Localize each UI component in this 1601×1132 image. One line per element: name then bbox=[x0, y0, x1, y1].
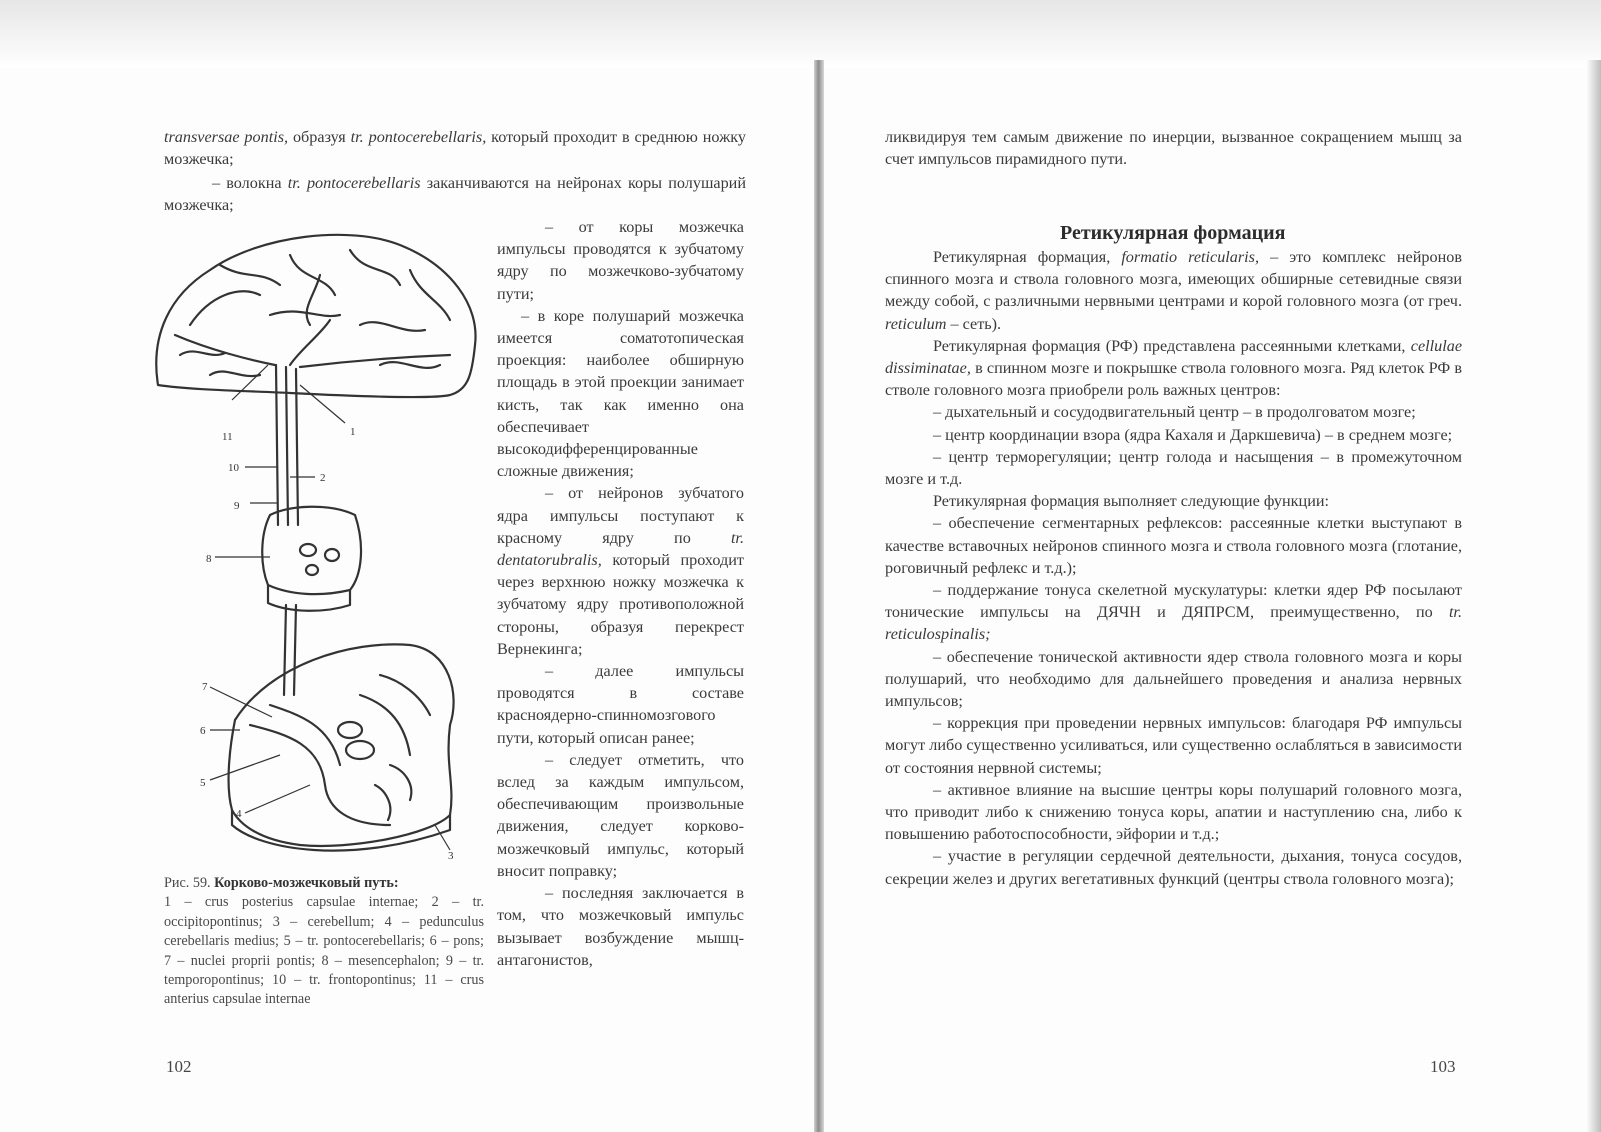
latin-term: tr. reticulospinalis; bbox=[885, 603, 1462, 644]
column-paragraph: – последняя заключается в том, что мозжечковый импульс вызывает возбуждение мышц-антагонистов, bbox=[497, 884, 744, 969]
figure-label: 10 bbox=[228, 462, 239, 474]
figure-caption: Рис. 59. Корково-мозжечковый путь: 1 – crus posterius capsulae internae; 2 – tr. occipitopontinus; 3 – cerebellum; 4 – pedunculus cerebellaris medius; 5 – tr. pontocerebellaris; 6 – pons; 7 – nuclei proprii pontis; 8 – mesencephalon; 9 – tr. temporopontinus; 10 – tr. frontopontinus; 11 – crus anterius capsulae internae bbox=[164, 875, 484, 1008]
column-paragraph: – от нейронов зубчатого ядра импульсы поступают к красному ядру по tr. dentatorubralis, который проходит через верхнюю ножку мозжечка к зубчатому ядру противоположной стороны, образуя перекрест Вернекинга; bbox=[497, 484, 744, 658]
list-item: – обеспечение сегментарных рефлексов: рассеянные клетки выступают в качестве вставочных нейронов спинного мозга и ствола головного мозга (глотание, роговичный рефлекс и т.д.); bbox=[885, 514, 1462, 577]
figure-label: 9 bbox=[234, 500, 240, 512]
latin-term: tr. pontocerebellaris bbox=[287, 174, 421, 192]
list-item: – активное влияние на высшие центры коры полушарий головного мозга, что приводит либо к снижению тонуса коры, апатии и наступлению сна, либо к повышению работоспособности, эйфории и т.д.; bbox=[885, 780, 1462, 844]
latin-term: cellulae dissiminatae, bbox=[885, 336, 1462, 378]
figure-label: 11 bbox=[222, 431, 233, 443]
figure-cortico-cerebellar-pathway bbox=[150, 225, 490, 875]
figure-label: 1 bbox=[350, 426, 356, 438]
pons-cerebellum bbox=[229, 644, 454, 846]
page-edge-shadow bbox=[1586, 60, 1601, 1132]
figure-label: 3 bbox=[448, 850, 454, 862]
list-item: – центр координации взора (ядра Кахаля и Даркшевича) – в среднем мозге; bbox=[933, 425, 1453, 444]
body-paragraph: Ретикулярная формация (РФ) представлена рассеянными клетками, cellulae dissiminatae, в спинном мозге и покрышке ствола головного мозга. Ряд клеток РФ в стволе головного мозга приобрели роль важных центров: bbox=[885, 336, 1462, 400]
figure-label: 8 bbox=[206, 553, 212, 565]
list-item: – центр терморегуляции; центр голода и насыщения – в промежуточном мозге и т.д. bbox=[885, 447, 1462, 489]
list-item: – поддержание тонуса скелетной мускулатуры: клетки ядер РФ посылают тонические импульсы на ДЯЧН и ДЯПРСМ, преимущественно, по tr. reticulospinalis; bbox=[885, 581, 1462, 644]
scan-top-shadow bbox=[0, 0, 1601, 70]
brain-outline bbox=[156, 235, 475, 397]
column-paragraph: – в коре полушарий мозжечка имеется соматотопическая проекция: наиболее обширную площадь в этой проекции занимает кисть, так как именно она обеспечивает высокодифференцированные сложные движения; bbox=[497, 306, 744, 481]
book-spine bbox=[814, 60, 824, 1132]
column-paragraph: – далее импульсы проводятся в составе красноядерно-спинномозгового пути, который описан ранее; bbox=[497, 662, 744, 747]
column-paragraph: – следует отметить, что вслед за каждым импульсом, обеспечивающим произвольные движения, следует корково-мозжечковый импульс, который вносит поправку; bbox=[497, 750, 744, 880]
body-paragraph: Ретикулярная формация, formatio reticularis, – это комплекс нейронов спинного мозга и ствола головного мозга, имеющих обширные сетевидные связи между собой, с различными нервными центрами и корой головного мозга (от греч. reticulum – сеть). bbox=[885, 248, 1462, 333]
latin-term: formatio reticularis, bbox=[1121, 248, 1260, 266]
latin-term: transversae pontis, bbox=[164, 128, 289, 146]
left-text-column bbox=[497, 216, 744, 971]
list-item: – участие в регуляции сердечной деятельности, дыхания, тонуса сосудов, секреции желез и других вегетативных функций (центры ствола головного мозга); bbox=[885, 847, 1462, 888]
figure-label: 7 bbox=[202, 681, 208, 693]
right-body bbox=[885, 246, 1462, 890]
section-heading: Ретикулярная формация bbox=[1060, 222, 1286, 244]
figure-label: 4 bbox=[236, 808, 242, 820]
caption-title: Корково-мозжечковый путь: bbox=[214, 875, 399, 891]
latin-term: reticulum bbox=[885, 314, 947, 333]
figure-label: 5 bbox=[200, 777, 206, 789]
caption-legend: 1 – crus posterius capsulae internae; 2 – tr. occipitopontinus; 3 – cerebellum; 4 – pedunculus cerebellaris medius; 5 – tr. pontocerebellaris; 6 – pons; 7 – nuclei proprii pontis; 8 – mesencephalon; 9 – tr. temporopontinus; 10 – tr. frontopontinus; 11 – crus anterius capsulae internae bbox=[164, 894, 484, 1008]
latin-term: tr. pontocerebellaris, bbox=[350, 128, 487, 146]
list-item: – коррекция при проведении нервных импульсов: благодаря РФ импульсы могут либо существенно усиливаться, или существенно ослабляться в зависимости от состояния нервной системы; bbox=[885, 714, 1462, 777]
page-number-left: 102 bbox=[166, 1057, 192, 1076]
page-number-right: 103 bbox=[1430, 1057, 1456, 1076]
right-top-paragraph: ликвидируя тем самым движение по инерции, вызванное сокращением мышц за счет импульсов пирамидного пути. bbox=[885, 128, 1462, 169]
left-top-paragraph-1: transversae pontis, образуя tr. pontocerebellaris, который проходит в среднюю ножку мозжечка; bbox=[164, 128, 747, 169]
left-top-paragraph-2: – волокна tr. pontocerebellaris заканчиваются на нейронах коры полушарий мозжечка; bbox=[164, 174, 747, 215]
list-item: – дыхательный и сосудодвигательный центр – в продолговатом мозге; bbox=[933, 403, 1416, 422]
latin-term: tr. dentatorubralis, bbox=[497, 528, 744, 570]
figure-label: 6 bbox=[200, 725, 206, 737]
body-paragraph: Ретикулярная формация выполняет следующие функции: bbox=[933, 492, 1330, 511]
column-paragraph: – от коры мозжечка импульсы проводятся к зубчатому ядру по мозжечково-зубчатому пути; bbox=[497, 218, 744, 303]
figure-label: 2 bbox=[320, 472, 326, 484]
list-item: – обеспечение тонической активности ядер ствола головного мозга и коры полушарий, что необходимо для дальнейшего проведения и анализа нервных импульсов; bbox=[885, 647, 1462, 711]
